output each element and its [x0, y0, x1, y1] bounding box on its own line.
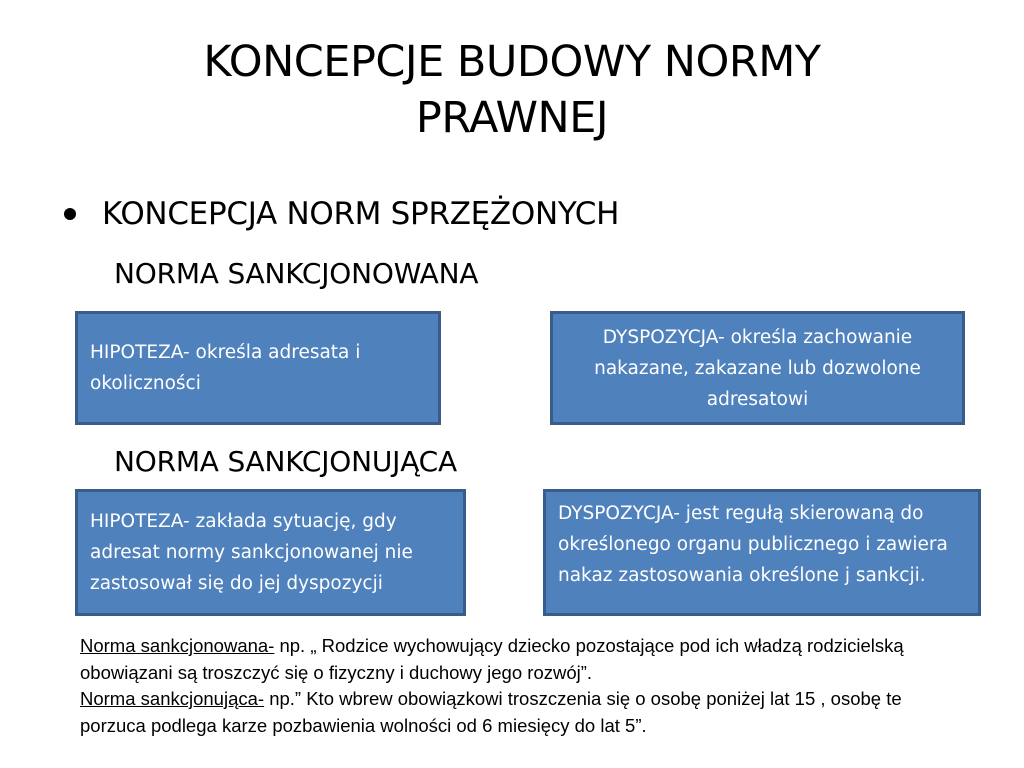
heading-norma-sankcjonowana: NORMA SANKCJONOWANA — [114, 257, 479, 290]
title-line-1: KONCEPCJE BUDOWY NORMY — [203, 37, 821, 87]
box-dyspozycja-sankcjonujaca — [543, 489, 981, 616]
box-hipoteza-sankcjonowana-text: HIPOTEZA- określa adresata i okoliczności — [90, 342, 361, 394]
examples-note — [80, 633, 960, 739]
heading-norma-sankcjonujaca: NORMA SANKCJONUJĄCA — [114, 445, 457, 478]
note-label-sankcjonujaca: Norma sankcjonująca- — [80, 688, 265, 709]
slide-title — [100, 34, 924, 146]
box-hipoteza-sankcjonowana — [75, 311, 441, 425]
box-hipoteza-sankcjonujaca — [75, 489, 466, 616]
note-text-sankcjonowana: np. „ Rodzice wychowujący dziecko pozostające pod ich władzą rodzicielską obowiązani są troszczyć się o fizyczny i duchowy jego rozwój”. — [80, 635, 904, 683]
bullet-dot-icon — [64, 208, 76, 220]
box-dyspozycja-sankcjonowana-text: DYSPOZYCJA- określa zachowanie nakazane, zakazane lub dozwolone adresatowi — [594, 326, 921, 410]
box-dyspozycja-sankcjonujaca-text: DYSPOZYCJA- jest regułą skierowaną do określonego organu publicznego i zawiera nakaz zastosowania określone j sankcji. — [558, 503, 948, 586]
note-text-sankcjonujaca: np.” Kto wbrew obowiązkowi troszczenia się o osobę poniżej lat 15 , osobę te porzuca podlega karze pozbawienia wolności od 6 miesięcy do lat 5”. — [80, 688, 902, 736]
box-dyspozycja-sankcjonowana — [550, 311, 965, 425]
bullet-text: KONCEPCJA NORM SPRZĘŻONYCH — [102, 196, 620, 232]
title-line-2: PRAWNEJ — [415, 93, 609, 143]
box-hipoteza-sankcjonujaca-text: HIPOTEZA- zakłada sytuację, gdy adresat normy sankcjonowanej nie zastosował się do jej dyspozycji — [90, 511, 413, 594]
note-label-sankcjonowana: Norma sankcjonowana- — [80, 635, 275, 656]
bullet-item — [58, 190, 619, 238]
